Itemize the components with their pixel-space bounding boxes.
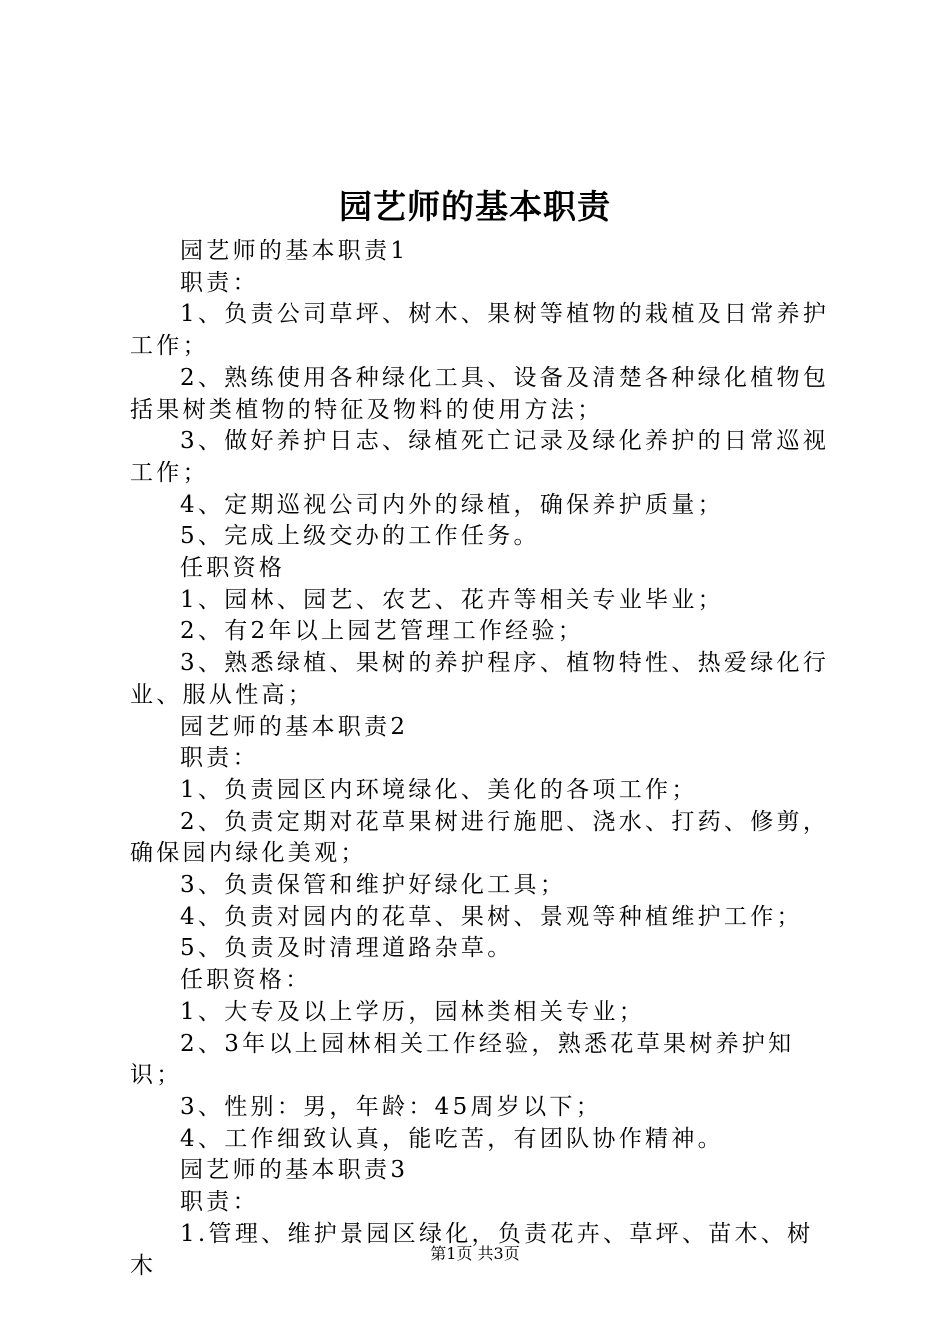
document-body xyxy=(130,236,836,1282)
paragraph: 4、负责对园内的花草、果树、景观等种植维护工作； xyxy=(180,903,803,930)
page-footer: 第1页 共3页 xyxy=(430,1244,520,1263)
paragraph: 4、定期巡视公司内外的绿植，确保养护质量； xyxy=(180,491,724,518)
paragraph: 5、负责及时清理道路杂草。 xyxy=(180,935,514,962)
document-title: 园艺师的基本职责 xyxy=(339,187,611,226)
paragraph: 1、园林、园艺、农艺、花卉等相关专业毕业； xyxy=(180,586,724,613)
paragraph: 1、负责公司草坪、树木、果树等植物的栽植及日常养护工作； xyxy=(130,301,830,360)
paragraph: 职责： xyxy=(180,745,259,772)
paragraph: 职责： xyxy=(180,1189,259,1216)
paragraph: 1.管理、维护景园区绿化，负责花卉、草坪、苗木、树木 xyxy=(130,1220,814,1279)
paragraph: 任职资格 xyxy=(180,555,286,582)
paragraph: 职责： xyxy=(180,269,259,296)
paragraph: 2、熟练使用各种绿化工具、设备及清楚各种绿化植物包括果树类植物的特征及物料的使用方法； xyxy=(130,364,830,423)
paragraph: 2、有2年以上园艺管理工作经验； xyxy=(180,618,585,645)
paragraph: 园艺师的基本职责2 xyxy=(180,713,409,740)
paragraph: 园艺师的基本职责1 xyxy=(180,238,409,264)
paragraph: 5、完成上级交办的工作任务。 xyxy=(180,523,540,550)
paragraph: 3、做好养护日志、绿植死亡记录及绿化养护的日常巡视工作； xyxy=(130,428,830,486)
paragraph: 任职资格： xyxy=(180,967,312,994)
paragraph: 3、熟悉绿植、果树的养护程序、植物特性、热爱绿化行业、服从性高； xyxy=(130,650,830,708)
paragraph: 3、负责保管和维护好绿化工具； xyxy=(180,872,567,899)
paragraph: 2、3年以上园林相关工作经验，熟悉花草果树养护知识； xyxy=(130,1030,795,1089)
paragraph: 1、大专及以上学历，园林类相关专业； xyxy=(180,998,646,1025)
paragraph: 3、性别：男，年龄：45周岁以下； xyxy=(180,1093,602,1120)
paragraph: 4、工作细致认真，能吃苦，有团队协作精神。 xyxy=(180,1125,724,1152)
paragraph: 园艺师的基本职责3 xyxy=(180,1157,409,1184)
paragraph: 2、负责定期对花草果树进行施肥、浇水、打药、修剪，确保园内绿化美观； xyxy=(130,808,830,867)
paragraph: 1、负责园区内环境绿化、美化的各项工作； xyxy=(180,776,698,803)
